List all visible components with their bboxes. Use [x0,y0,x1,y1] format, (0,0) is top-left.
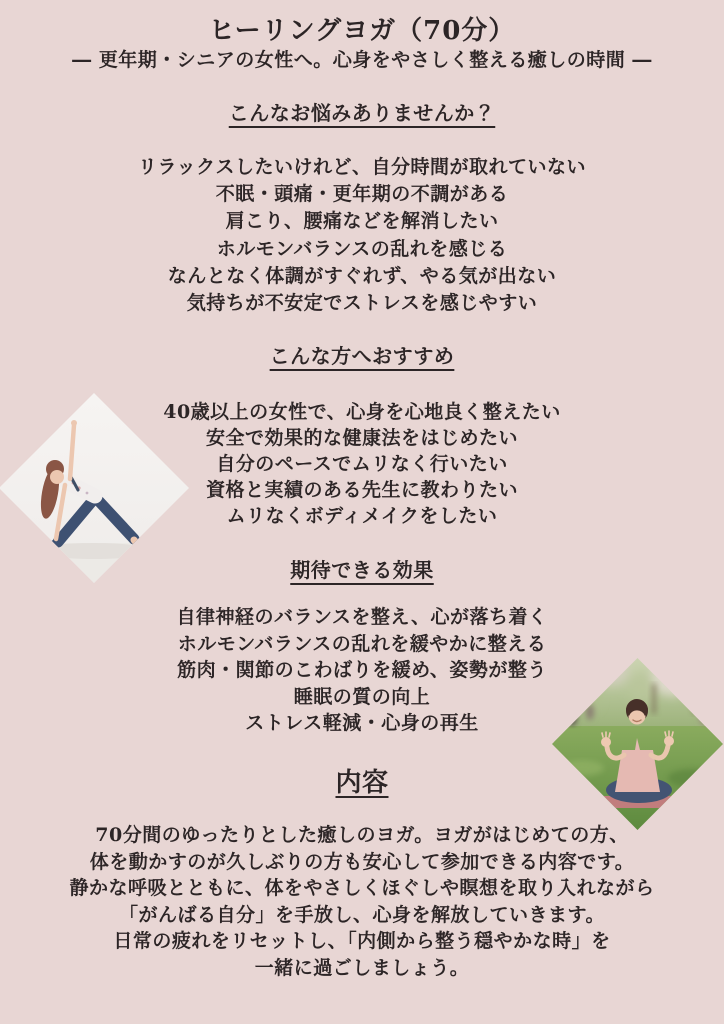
text-line: 70分間のゆったりとした癒しのヨガ。ヨガがはじめての方、 [95,824,629,846]
text-line: 自分のペースでムリなく行いたい [216,453,508,475]
text-line: なんとなく体調がすぐれず、やる気が出ない [167,264,557,287]
page-subtitle: ― 更年期・シニアの女性へ。心身をやさしく整える癒しの時間 ― [72,49,652,71]
worries-list [0,154,724,317]
text-line: 静かな呼吸とともに、体をやさしくほぐしや瞑想を取り入れながら [69,877,655,900]
text-line: 体を動かすのが久しぶりの方も安心して参加できる内容です。 [89,850,635,873]
text-line: ホルモンバランスの乱れを緩やかに整える [177,632,547,655]
text-line: 安全で効果的な健康法をはじめたい [205,427,518,449]
text-line: ムリなくボディメイクをしたい [226,505,498,527]
section-content-heading: 内容 [335,768,389,798]
text-line: 気持ちが不安定でストレスを感じやすい [186,292,538,315]
text-line: 自律神経のバランスを整え、心が落ち着く [176,606,548,628]
text-line: リラックスしたいけれど、自分時間が取れていない [138,156,586,178]
text-line: 肩こり、腰痛などを解消したい [225,210,499,233]
text-line: 不眠・頭痛・更年期の不調がある [215,183,509,206]
section-effects-heading: 期待できる効果 [290,558,434,582]
section-recommended-heading: こんな方へおすすめ [269,344,455,368]
text-line: 睡眠の質の向上 [293,685,431,708]
section-worries-heading: こんなお悩みありませんか？ [228,101,496,125]
text-line: 40歳以上の女性で、心身を心地良く整えたい [163,401,561,423]
content-paragraph [0,822,724,982]
text-line: 「がんばる自分」を手放し、心身を解放していきます。 [119,903,605,926]
text-line: ホルモンバランスの乱れを感じる [216,237,508,260]
text-line: 資格と実績のある先生に教わりたい [205,479,518,501]
text-line: 一緒に過ごしましょう。 [254,956,470,979]
text-line: ストレス軽減・心身の再生 [245,712,479,735]
text-line: 日常の疲れをリセットし、「内側から整う穏やかな時」を [113,930,611,953]
page-title: ヒーリングヨガ（70分） [208,16,516,46]
text-line: 筋肉・関節のこわばりを緩め、姿勢が整う [177,659,547,682]
